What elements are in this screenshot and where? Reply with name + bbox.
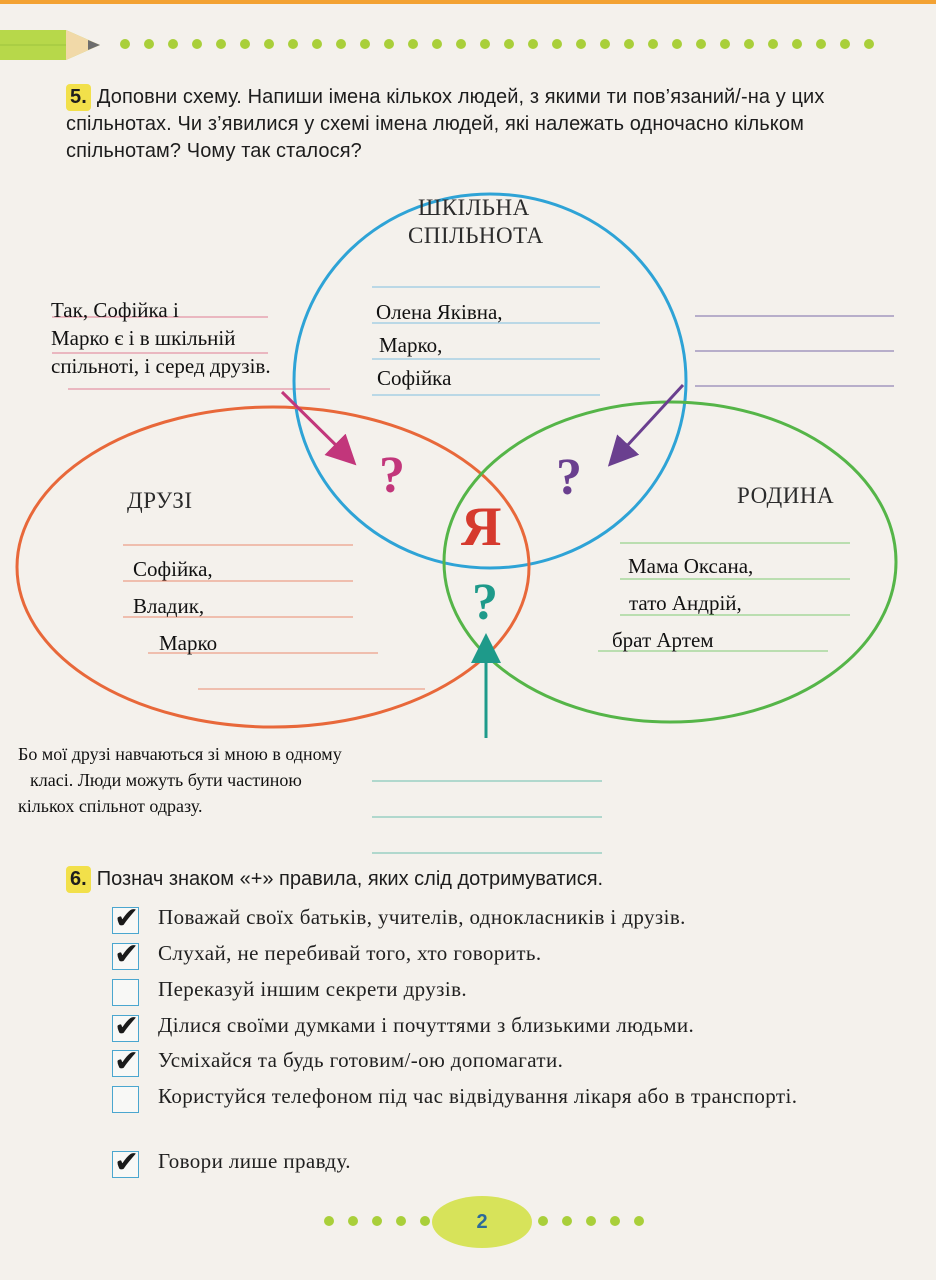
answer-line: Так, Софійка і: [51, 298, 179, 322]
rule-item: [112, 939, 912, 973]
checkmark-icon: ✔: [114, 901, 140, 936]
rule-text: Ділися своїми думками і почуттями з близькими людьми.: [158, 1013, 695, 1037]
rule-text: Говори лише правду.: [158, 1149, 351, 1173]
center-letter-ya: Я: [461, 496, 502, 558]
rule-item: [112, 1046, 912, 1080]
friend-name: Марко: [159, 631, 218, 655]
school-title-line2: СПІЛЬНОТА: [408, 223, 544, 248]
footer-dots-left: [324, 1216, 444, 1226]
rule-checkbox[interactable]: [112, 979, 139, 1006]
friend-name: Владик,: [133, 594, 205, 618]
school-name: Марко,: [379, 333, 443, 357]
rule-item: [112, 1082, 912, 1142]
rule-item: [112, 1011, 912, 1045]
rule-text: Поважай своїх батьків, учителів, однокласників і друзів.: [158, 905, 686, 929]
rule-checkbox[interactable]: [112, 1145, 140, 1180]
friend-name: Софійка,: [133, 557, 213, 581]
rule-checkbox[interactable]: [112, 1086, 139, 1113]
answer-line: спільноті, і серед друзів.: [51, 354, 271, 378]
answer-line: Бо мої друзі навчаються зі мною в одному: [18, 744, 342, 764]
school-name: Олена Яківна,: [376, 300, 503, 324]
school-title-line1: ШКІЛЬНА: [418, 195, 530, 220]
school-title: [408, 194, 544, 250]
task-6-instruction: [66, 866, 906, 893]
answer-line: Марко є і в шкільній: [51, 326, 236, 350]
rule-text: Переказуй іншим секрети друзів.: [158, 977, 468, 1001]
answer-line: класі. Люди можуть бути частиною: [30, 770, 302, 790]
rule-checkbox[interactable]: [112, 1009, 140, 1044]
family-name: брат Артем: [612, 628, 714, 652]
rule-checkbox[interactable]: [112, 901, 140, 936]
rule-text: Слухай, не перебивай того, хто говорить.: [158, 941, 542, 965]
footer-dots-right: [538, 1216, 658, 1226]
family-name: тато Андрій,: [629, 591, 742, 615]
rule-item: [112, 903, 912, 937]
school-name: Софійка: [377, 366, 452, 390]
rule-checkbox[interactable]: [112, 1044, 140, 1079]
friends-names: [133, 551, 363, 662]
answer-line: кількох спільнот одразу.: [18, 796, 203, 816]
rule-text: Користуйся телефоном під час відвідування лікаря або в транспорті.: [158, 1084, 798, 1108]
family-title: РОДИНА: [737, 483, 835, 508]
answer-bottom: [18, 741, 438, 819]
family-names: [612, 548, 852, 659]
answer-top-left: [51, 296, 371, 380]
task-5-text: Доповни схему. Напиши імена кількох людей, з якими ти пов’язаний/-на у цих спільнотах. Чи з’явилися у схемі імена людей, які належать одночасно кільком спільнотам? Чому так сталося?: [66, 86, 825, 162]
checkmark-icon: ✔: [114, 1044, 140, 1079]
rule-item: [112, 1147, 912, 1181]
family-name: Мама Оксана,: [628, 554, 754, 578]
page-number: 2: [432, 1196, 532, 1248]
teal-question-mark: ?: [472, 574, 498, 631]
rule-checkbox[interactable]: [112, 937, 140, 972]
task-6-number: 6.: [66, 866, 91, 893]
task-5-number: 5.: [66, 84, 91, 111]
school-names: [376, 296, 596, 395]
rule-item: [112, 975, 912, 1009]
checkmark-icon: ✔: [114, 1145, 140, 1180]
pink-arrow: [282, 392, 350, 459]
rule-text: Усміхайся та будь готовим/-ою допомагати.: [158, 1048, 564, 1072]
friends-title: ДРУЗІ: [127, 488, 193, 513]
task-6-text: Познач знаком «+» правила, яких слід дотримуватися.: [96, 868, 604, 890]
checkmark-icon: ✔: [114, 1009, 140, 1044]
pink-question-mark: ?: [379, 447, 405, 504]
purple-question-mark: ?: [556, 449, 582, 506]
checkmark-icon: ✔: [114, 937, 140, 972]
